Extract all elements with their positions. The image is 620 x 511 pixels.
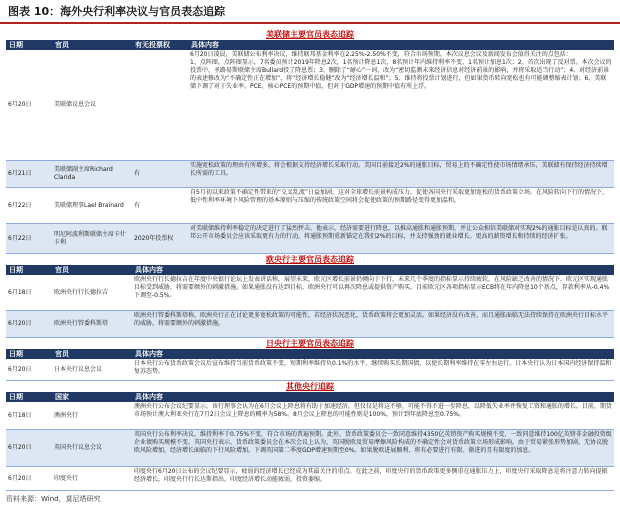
- section-title-boj: 日央行主要官员表态追踪: [266, 339, 354, 348]
- row-content: 欧洲央行管委科斯塔称，欧洲央行正在讨论更多宽松政策的可能性，若经济状况恶化，货币政策将会更加灵活。如果经济没有改善，而且通胀面临无法持续保持在欧洲央行目标水平的威胁，将需要额外的刺激措施。: [134, 312, 609, 327]
- row-official: 美联储理事Lael Brainard: [54, 201, 124, 209]
- row-date: 6月20日: [8, 474, 32, 482]
- row-content: 对美联储维持利率稳定的决定进行了猛烈抨击。他表示，经济需要进行降息，以推高通胀和通胀预期，并让公众相信美联储对实现2%的通胀目标是认真的。联邦公开市场委员会应该采取更有力的行动，将通胀预期重新锚定在我们2%的目标，并支持强劲的就业增长。更高的薪资增长和持续的经济扩张。: [190, 225, 608, 240]
- central-bank-tracker-table: [6, 29, 614, 491]
- row-vote: 有: [134, 201, 141, 209]
- table-header-other: [6, 392, 614, 402]
- section-title-fed: 美联储主要官员表态追踪: [266, 30, 354, 39]
- row-vote: 2020年投票权: [134, 234, 174, 242]
- row-content: 印度央行6月20日公布的会议纪要显示，疲弱的经济增长已经成为其最关注的重点。在此之前，印度央行的货币政策更多侧重在通胀压力上，印度央行采取降息是将注意力转向提振经济增长，印度央行行长达斯指出，印度经济增长动能疲弱，投资萎缩。: [134, 468, 608, 483]
- header-content: 具体内容: [191, 41, 219, 49]
- row-official: 日本央行议息会议: [54, 365, 103, 373]
- header-date: 日期: [9, 393, 23, 401]
- row-country: 印度央行: [54, 474, 79, 482]
- figure-title: 图表 10：海外央行利率决议与官员表态追踪: [8, 5, 226, 18]
- table-header-ecb: [6, 265, 614, 275]
- header-official: 官员: [55, 350, 69, 358]
- row-date: 6月20日: [8, 444, 32, 451]
- header-date: 日期: [9, 266, 23, 274]
- header-content: 具体内容: [135, 393, 163, 401]
- table-row: [6, 50, 614, 161]
- row-date: 6月22日: [8, 234, 32, 242]
- row-date: 6月18日: [8, 288, 32, 296]
- row-date: 6月20日: [8, 101, 32, 108]
- row-official: 美联储副主席Richard Clarida: [54, 166, 113, 181]
- row-content: 欧洲央行行长德拉吉在年度中央银行论坛上发表讲话称，展望未来，欧元区增长前景仍倾向于下行，未来几个季度的指标显示持续疲软。在风险缺乏改善的情况下，欧元区实现通胀目标受到威胁，将需要额外的刺激措施。如果通胀没有达到目标，欧洲央行可以再次降息或提供资产购买。目前欧元区各项指标显示ECB将在年内降息10个基点，存款利率从-0.4%下调至-0.5%。: [134, 276, 610, 299]
- row-date: 6月18日: [8, 411, 32, 419]
- header-date: 日期: [9, 350, 23, 358]
- section-title-other: 其他央行追踪: [286, 382, 334, 391]
- row-country: 澳洲央行: [54, 411, 79, 419]
- table-row: [6, 311, 614, 338]
- section-title-ecb: 欧央行主要官员表态追踪: [266, 255, 354, 264]
- row-date: 6月22日: [8, 201, 32, 209]
- row-content: 澳洲央行公布会议纪要显示，该行理事会认为在6月会议上降息将有助于加速经济，但仅仅是将这不够，可能不得不进一步降息，以降低失业率并恢复工资和通胀的增长。目前，期货市场预计澳大利亚央行在7月2日会议上降息的概率为58%。8月会议上降息的可能性则是100%，预计到年底降息至0.75%。: [134, 403, 612, 418]
- row-content: 英国央行公布利率决议，维持利率于0.75%不变，符合市场的普遍预期。此外，货币政策委员会一致同意维持4350亿英镑资产购买规模不变、一致同意维持100亿英镑非金融投资级企业债购买规模不变。英国央行表示，货币政策委员会在本次会议上认为，英国脱欧及贸易摩擦风险构成的不确定性会对货币政策立场形成影响。由于贸易紧张形势加剧，无协议脱欧风险增加，经济增长面临的下行风险增加。下调英国第二季度GDP增速预期至0%。如果脱欧进展顺利，将有必要进行有限、渐进的且有限度的加息。: [134, 431, 612, 454]
- header-vote: 有无投票权: [135, 41, 170, 49]
- header-content: 具体内容: [135, 266, 163, 274]
- table-header-fed: [6, 40, 614, 50]
- header-date: 日期: [9, 41, 23, 49]
- row-content: 日本央行公布货币政策会议后宣布维持当前货币政策不变，短期利率维持负0.1%的水平，继续购买长期国债，以使长期利率维持在零左右运行。日本央行认为日本国内经济保持温和复苏态势。: [134, 360, 612, 375]
- source-note: 资料来源：Wind，莫尼塔研究: [6, 495, 101, 503]
- header-content: 具体内容: [135, 350, 163, 358]
- figure-title-bar: [0, 0, 620, 24]
- row-content: 实施宽松政策的理由有所增多，将会根据支持经济增长采取行动。美国目前接近2%的通胀目标，贸易上的不确定性使市场情绪承压，美联储有保持经济持续增长所需的工具。: [190, 162, 608, 177]
- header-country: 国家: [55, 393, 69, 401]
- table-row: [6, 430, 614, 467]
- row-content: 6月20日凌晨，美联储公布利率决议，维持联邦基金利率在2.25%-2.50%不变，符合市场预期。本次议息会议及新闻发布会值得关注的点包括： 1、点阵图。点阵图显示，7名委员预计2019年降息2次，1名预计降息1次，8名预计年内维持利率不变，1名预计加息1次；2、首次出现了反对票。本次会议的投票中，圣路易斯联储主席Bullard投了降息票；3、删除了“耐心”一词，改为“密切监测未来经济信息对经济前景的影响，并将采取适当行动”；4、对经济前景的表述修改为“不确定性正在增加”，将“经济增长稳健”改为“经济增长温和”；5、维持将投票计划进行，但如果货币转向宽松也有可能调整缩表计划；6、美联储下调了对于失业率、PCE、核心PCE的预期中值，但对于GDP增速的预期中值有所上浮。: [190, 51, 612, 90]
- row-date: 6月20日: [8, 320, 32, 327]
- row-date: 6月20日: [8, 365, 32, 373]
- table-row: [6, 161, 614, 188]
- table-row: [6, 188, 614, 224]
- table-header-boj: [6, 349, 614, 359]
- row-official: 明尼阿波利斯联储主席卡什卡利: [54, 230, 127, 246]
- row-vote: 有: [134, 170, 141, 177]
- table-row: [6, 467, 614, 491]
- row-official: 欧洲央行行长德拉吉: [54, 288, 109, 296]
- row-country: 英国央行议息会议: [54, 444, 103, 451]
- header-official: 官员: [55, 41, 69, 49]
- table-row: [6, 275, 614, 311]
- table-row: [6, 224, 614, 254]
- row-official: 美联储议息会议: [54, 101, 97, 108]
- row-vote: [132, 50, 188, 160]
- row-date: 6月21日: [8, 170, 32, 177]
- row-content: 自5月初以来政策不确定性带来的“交叉乱流”日益加剧，这对全球增长前景构成压力，促使各国央行采取更加宽松的货币政策立场。在风险转向下行的情况下，低中性利率环境下风险管理的基本原则与压缩的传统政策空间将会促使政策的预期路径变得更加温和。: [190, 189, 609, 204]
- row-official: 欧洲央行管委科斯塔: [54, 320, 109, 327]
- table-row: [6, 359, 614, 381]
- table-row: [6, 402, 614, 430]
- header-official: 官员: [55, 266, 69, 274]
